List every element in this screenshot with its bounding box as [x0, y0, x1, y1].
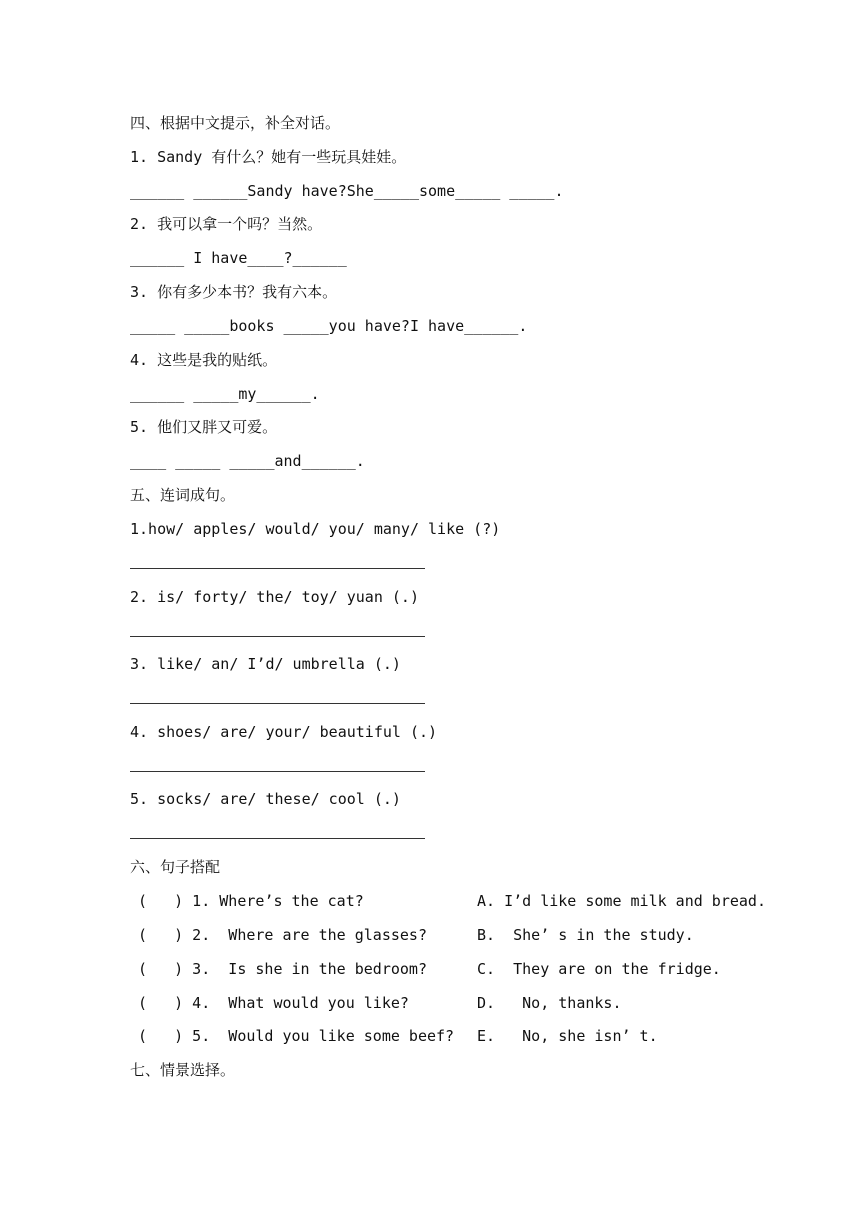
match-right-c: C. They are on the fridge.	[477, 960, 721, 978]
section5-item4: 4. shoes/ are/ your/ beautiful (.)	[130, 723, 438, 741]
match-right-b: B. She’ s in the study.	[477, 926, 694, 944]
answer-line	[130, 838, 425, 839]
section4-item4-prompt: 4. 这些是我的贴纸。	[130, 351, 278, 369]
match-left-5: ( ) 5. Would you like some beef?	[138, 1027, 455, 1045]
section4-item1-answer: ______ ______Sandy have?She_____some_____ _____.	[130, 182, 564, 200]
section4-item1-prompt: 1. Sandy 有什么？她有一些玩具娃娃。	[130, 148, 407, 166]
section4-item5-prompt: 5. 他们又胖又可爱。	[130, 418, 278, 436]
section4-item4-answer: ______ _____my______.	[130, 385, 320, 403]
match-right-e: E. No, she isn’ t.	[477, 1027, 658, 1045]
match-right-d: D. No, thanks.	[477, 994, 622, 1012]
match-left-4: ( ) 4. What would you like?	[138, 994, 409, 1012]
section5-item2: 2. is/ forty/ the/ toy/ yuan (.)	[130, 588, 419, 606]
match-left-2: ( ) 2. Where are the glasses?	[138, 926, 427, 944]
section5-item3: 3. like/ an/ I’d/ umbrella (.)	[130, 655, 401, 673]
answer-line	[130, 703, 425, 704]
section4-item5-answer: ____ _____ _____and______.	[130, 452, 365, 470]
section5-item5: 5. socks/ are/ these/ cool (.)	[130, 790, 401, 808]
section4-heading: 四、根据中文提示，补全对话。	[130, 114, 341, 132]
match-left-1: ( ) 1. Where’s the cat?	[138, 892, 364, 910]
match-left-3: ( ) 3. Is she in the bedroom?	[138, 960, 427, 978]
section5-item1: 1.how/ apples/ would/ you/ many/ like (?)	[130, 520, 501, 538]
section4-item3-prompt: 3. 你有多少本书？我有六本。	[130, 283, 338, 301]
section4-item3-answer: _____ _____books _____you have?I have______.	[130, 317, 528, 335]
section4-item2-prompt: 2. 我可以拿一个吗？当然。	[130, 215, 323, 233]
match-right-a: A. I’d like some milk and bread.	[477, 892, 766, 910]
section4-item2-answer: ______ I have____?______	[130, 249, 347, 267]
section5-heading: 五、连词成句。	[130, 486, 236, 504]
answer-line	[130, 636, 425, 637]
section6-heading: 六、句子搭配	[130, 858, 221, 876]
answer-line	[130, 771, 425, 772]
answer-line	[130, 568, 425, 569]
section7-heading: 七、情景选择。	[130, 1061, 236, 1079]
